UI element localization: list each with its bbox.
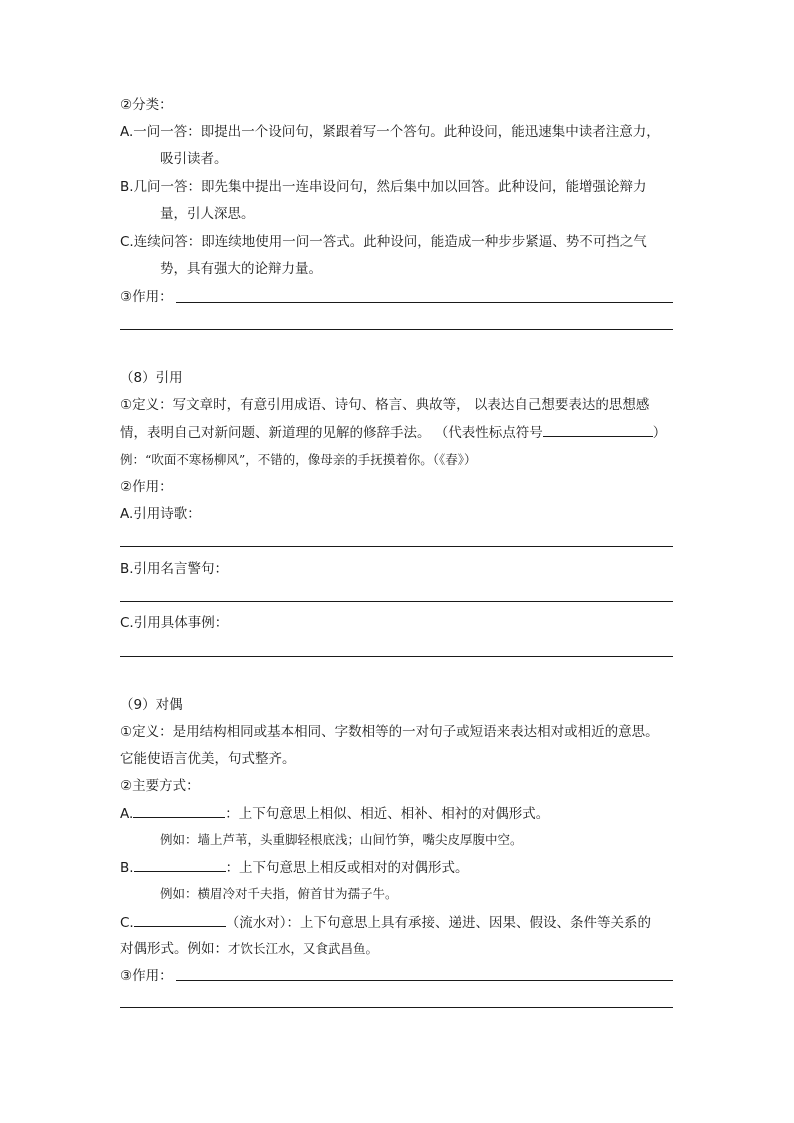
quote-effect-a: A.引用诗歌： [120, 506, 201, 522]
classify-c-line1: C.连续问答：即连续地使用一问一答式。此种设问，能造成一种步步紧逼、势不可挡之气 [120, 234, 647, 250]
method-b-prefix: B. [120, 860, 134, 876]
quote-def-line2-text: 情，表明自己对新问题、新道理的见解的修辞手法。 （代表性标点符号 [120, 425, 543, 441]
punctuation-blank[interactable] [543, 422, 653, 437]
method-b-text: ：上下句意思上相反或相对的对偶形式。 [225, 860, 469, 876]
method-c-line2 [120, 939, 378, 959]
method-b-blank[interactable] [134, 857, 226, 872]
effect-label-9: ③作用： [120, 968, 173, 984]
answer-line[interactable] [176, 980, 673, 981]
answer-line[interactable] [176, 302, 673, 303]
classify-title: ②分类： [120, 97, 173, 113]
effect-label-7: ③作用： [120, 289, 173, 305]
method-b [120, 857, 469, 878]
antithesis-def-line2: 它能使语言优美，句式整齐。 [120, 751, 296, 767]
quote-effect-title: ②作用： [120, 479, 173, 495]
method-b-example: 例如：横眉冷对千夫指，俯首甘为孺子牛。 [160, 886, 398, 901]
section-title-quote: （8）引用 [120, 370, 183, 386]
quote-def-line2 [120, 422, 666, 443]
answer-line[interactable] [120, 656, 673, 657]
methods-title: ②主要方式： [120, 778, 200, 794]
method-c-prefix: C. [120, 915, 134, 931]
method-c-text: （流水对）：上下句意思上具有承接、递进、因果、假设、条件等关系的 [225, 915, 651, 931]
method-a-text: ：上下句意思上相似、相近、相补、相衬的对偶形式。 [225, 806, 550, 822]
quote-effect-b: B.引用名言警句： [120, 561, 229, 577]
method-c-blank[interactable] [134, 912, 226, 927]
quote-effect-c: C.引用具体事例： [120, 615, 229, 631]
quote-def-line2-end: ） [652, 425, 667, 441]
answer-line[interactable] [120, 1007, 673, 1008]
section-title-antithesis: （9）对偶 [120, 697, 183, 713]
method-a [120, 803, 549, 824]
antithesis-def-line1: ①定义：是用结构相同或基本相同、字数相等的一对句子或短语来表达相对或相近的意思。 [120, 724, 659, 740]
classify-a-line2: 吸引读者。 [160, 151, 228, 167]
method-a-blank[interactable] [133, 803, 225, 818]
answer-line[interactable] [120, 329, 673, 330]
method-a-example: 例如：墙上芦苇，头重脚轻根底浅；山间竹笋，嘴尖皮厚腹中空。 [160, 832, 523, 847]
method-c-example: 才饮长江水，又食武昌鱼。 [228, 941, 379, 956]
method-a-prefix: A. [120, 806, 134, 822]
classify-b-line2: 量，引人深思。 [160, 206, 255, 222]
classify-a-line1: A.一问一答：即提出一个设问句，紧跟着写一个答句。此种设问，能迅速集中读者注意力， [120, 124, 660, 140]
answer-line[interactable] [120, 546, 673, 547]
classify-b-line1: B.几问一答：即先集中提出一连串设问句，然后集中加以回答。此种设问，能增强论辩力 [120, 179, 647, 195]
method-c [120, 912, 651, 933]
quote-def-line1: ①定义：写文章时，有意引用成语、诗句、格言、典故等， 以表达自己想要表达的思想感 [120, 397, 650, 413]
classify-c-line2: 势，具有强大的论辩力量。 [160, 261, 322, 277]
answer-line[interactable] [120, 601, 673, 602]
quote-example: 例：“吹面不寒杨柳风”，不错的，像母亲的手抚摸着你。（《春》） [120, 452, 477, 467]
method-c-line2-pre: 对偶形式。例如： [120, 941, 228, 957]
